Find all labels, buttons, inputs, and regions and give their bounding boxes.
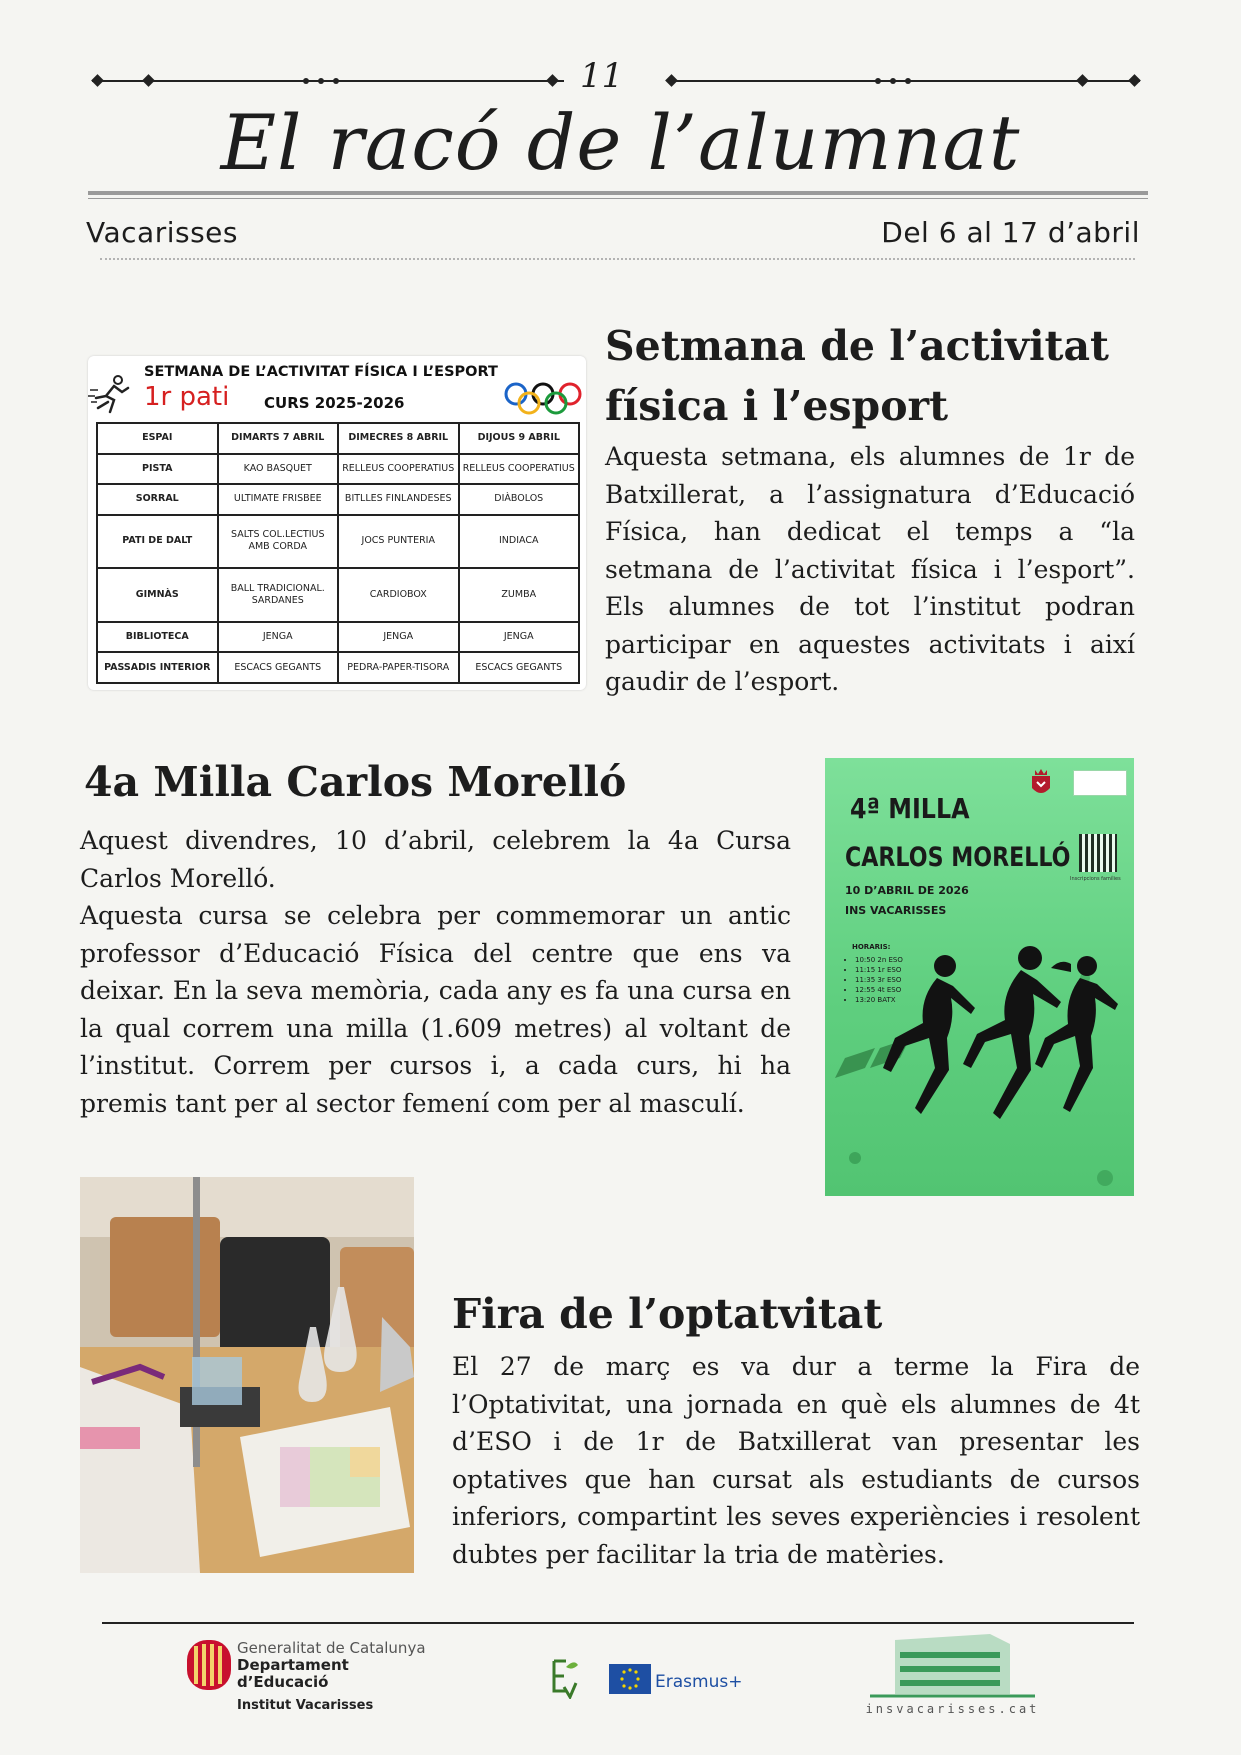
table-row — [97, 652, 579, 683]
title-rule-thin — [88, 198, 1148, 199]
table-cell: INDIACA — [459, 515, 580, 569]
table-cell: RELLEUS COOPERATIUS — [338, 454, 459, 485]
gen-line: Generalitat de Catalunya — [237, 1639, 426, 1657]
table-cell: PATI DE DALT — [97, 515, 218, 569]
table-cell: ESCACS GEGANTS — [459, 652, 580, 683]
ornament-icon — [905, 78, 911, 84]
article-fira — [452, 1284, 1140, 1573]
table-cell: JENGA — [218, 622, 339, 653]
school-building-icon — [850, 1630, 1055, 1700]
table-header: DIMARTS 7 ABRIL — [218, 423, 339, 454]
table-cell: PASSADIS INTERIOR — [97, 652, 218, 683]
table-cell: RELLEUS COOPERATIUS — [459, 454, 580, 485]
school-logo-icon — [1073, 770, 1127, 796]
table-cell: JOCS PUNTERIA — [338, 515, 459, 569]
table-cell: BALL TRADICIONAL. SARDANES — [218, 568, 339, 622]
ornament-icon — [665, 74, 678, 87]
publication-title: El racó de l’alumnat — [220, 98, 1021, 187]
article-title-line: física i l’esport — [605, 382, 949, 430]
qr-label: Inscripcions famílies — [1070, 876, 1121, 882]
table-cell: ESCACS GEGANTS — [218, 652, 339, 683]
list-item: • 10:50 2n ESO — [855, 955, 903, 965]
ornament-icon — [875, 78, 881, 84]
schedule-subtitle: 1r pati — [144, 382, 230, 412]
fira-photo — [80, 1177, 414, 1573]
town-crest-icon — [1030, 768, 1052, 798]
poster-date: 10 D’ABRIL DE 2026 — [845, 884, 969, 897]
poster-school: INS VACARISSES — [845, 904, 947, 917]
table-cell: SORRAL — [97, 484, 218, 515]
article-paragraph: El 27 de març es va dur a terme la Fira de l’Optativitat, una jornada en què els alumnes de 4t d’ESO i de 1r de Batxillerat van presentar les optatives que han cursat als estudiants de cursos inferiors, compartint les seves experiències i resolent dubtes per facilitar la tria de matèries. — [452, 1352, 1140, 1569]
olympic-rings-icon — [502, 380, 586, 416]
gen-line: Departament — [237, 1656, 349, 1674]
table-cell: DIÀBOLOS — [459, 484, 580, 515]
article-title: Fira de l’optatvitat — [452, 1290, 883, 1338]
masthead-rule-left — [92, 80, 564, 82]
list-item: • 13:20 BATX — [855, 995, 903, 1005]
table-header: DIJOUS 9 ABRIL — [459, 423, 580, 454]
table-cell: BIBLIOTECA — [97, 622, 218, 653]
article-title-line: Setmana de l’activitat — [605, 322, 1109, 370]
article-paragraph: Aquest divendres, 10 d’abril, celebrem la 4a Cursa Carlos Morelló. — [80, 826, 791, 893]
generalitat-text — [237, 1640, 426, 1714]
table-row — [97, 515, 579, 569]
article-title — [605, 316, 1135, 436]
eu-flag-icon — [609, 1664, 651, 1694]
gen-line: d’Educació — [237, 1673, 329, 1691]
table-cell: JENGA — [338, 622, 459, 653]
article-body — [80, 822, 791, 1122]
runners-silhouette-icon — [825, 938, 1134, 1196]
insvacarisses-logo — [850, 1630, 1055, 1720]
poster-schedule-label: HORARIS: — [852, 943, 891, 951]
runner-icon — [88, 372, 132, 416]
schedule-table — [96, 422, 580, 684]
poster-name: CARLOS MORELLÓ — [845, 842, 1071, 873]
article-title: 4a Milla Carlos Morelló — [84, 758, 627, 806]
ornament-icon — [1128, 74, 1141, 87]
article-paragraph: Aquesta cursa se celebra per commemorar un antic professor d’Educació Física del centre que ens va deixar. En la seva memòria, cada any es fa una cursa en la qual correm una milla (1.609 metres) al voltant de l’institut. Correm per cursos i, a cada curs, hi ha premis tant per al sector femení com per al masculí. — [80, 901, 791, 1118]
table-row — [97, 484, 579, 515]
ornament-icon — [303, 78, 309, 84]
issue-number: 11 — [580, 56, 624, 96]
table-cell: PISTA — [97, 454, 218, 485]
table-cell: JENGA — [459, 622, 580, 653]
dotted-divider — [100, 258, 1135, 260]
location: Vacarisses — [86, 216, 238, 249]
list-item: • 11:15 1r ESO — [855, 965, 903, 975]
table-row — [97, 454, 579, 485]
date-range: Del 6 al 17 d’abril — [881, 216, 1140, 249]
ornament-icon — [890, 78, 896, 84]
table-row — [97, 568, 579, 622]
table-header: ESPAI — [97, 423, 218, 454]
table-cell: SALTS COL.LECTIUS AMB CORDA — [218, 515, 339, 569]
eiv-logo-icon — [546, 1657, 580, 1699]
article-activitat-fisica — [605, 316, 1135, 701]
article-body — [605, 438, 1135, 701]
generalitat-logo — [187, 1639, 426, 1713]
title-rule — [88, 191, 1148, 195]
table-cell: BITLLES FINLANDESES — [338, 484, 459, 515]
senyera-icon — [187, 1640, 231, 1690]
qr-code-icon — [1079, 834, 1117, 872]
ornament-icon — [333, 78, 339, 84]
ornament-icon — [91, 74, 104, 87]
schedule-course: CURS 2025-2026 — [264, 394, 405, 412]
lab-photo-image — [80, 1177, 414, 1573]
table-header-row — [97, 423, 579, 454]
ornament-icon — [1076, 74, 1089, 87]
footer-rule — [102, 1622, 1134, 1624]
erasmus-logo — [609, 1664, 743, 1698]
ornament-icon — [318, 78, 324, 84]
ornament-icon — [142, 74, 155, 87]
site-url: insvacarisses.cat — [865, 1702, 1040, 1716]
table-header: DIMECRES 8 ABRIL — [338, 423, 459, 454]
table-cell: KAO BASQUET — [218, 454, 339, 485]
article-paragraph: Aquesta setmana, els alumnes de 1r de Batxillerat, a l’assignatura d’Educació Física, han dedicat el temps a “la setmana de l’activitat física i l’esport”. Els alumnes de tot l’institut podran participar en aquestes activitats i així gaudir de l’esport. — [605, 442, 1135, 696]
article-body — [452, 1348, 1140, 1573]
table-cell: PEDRA-PAPER-TISORA — [338, 652, 459, 683]
schedule-image — [88, 356, 586, 690]
gen-line: Institut Vacarisses — [237, 1698, 374, 1713]
table-cell: ZUMBA — [459, 568, 580, 622]
schedule-title: SETMANA DE L’ACTIVITAT FÍSICA I L’ESPORT — [144, 364, 498, 380]
erasmus-label: Erasmus+ — [655, 1672, 743, 1692]
table-row — [97, 622, 579, 653]
race-poster — [825, 758, 1134, 1196]
list-item: • 12:55 4t ESO — [855, 985, 903, 995]
table-cell: GIMNÀS — [97, 568, 218, 622]
list-item: • 11:35 3r ESO — [855, 975, 903, 985]
table-cell: CARDIOBOX — [338, 568, 459, 622]
table-cell: ULTIMATE FRISBEE — [218, 484, 339, 515]
article-milla — [80, 752, 791, 1122]
poster-title: 4ª MILLA — [850, 792, 970, 825]
ornament-icon — [546, 74, 559, 87]
